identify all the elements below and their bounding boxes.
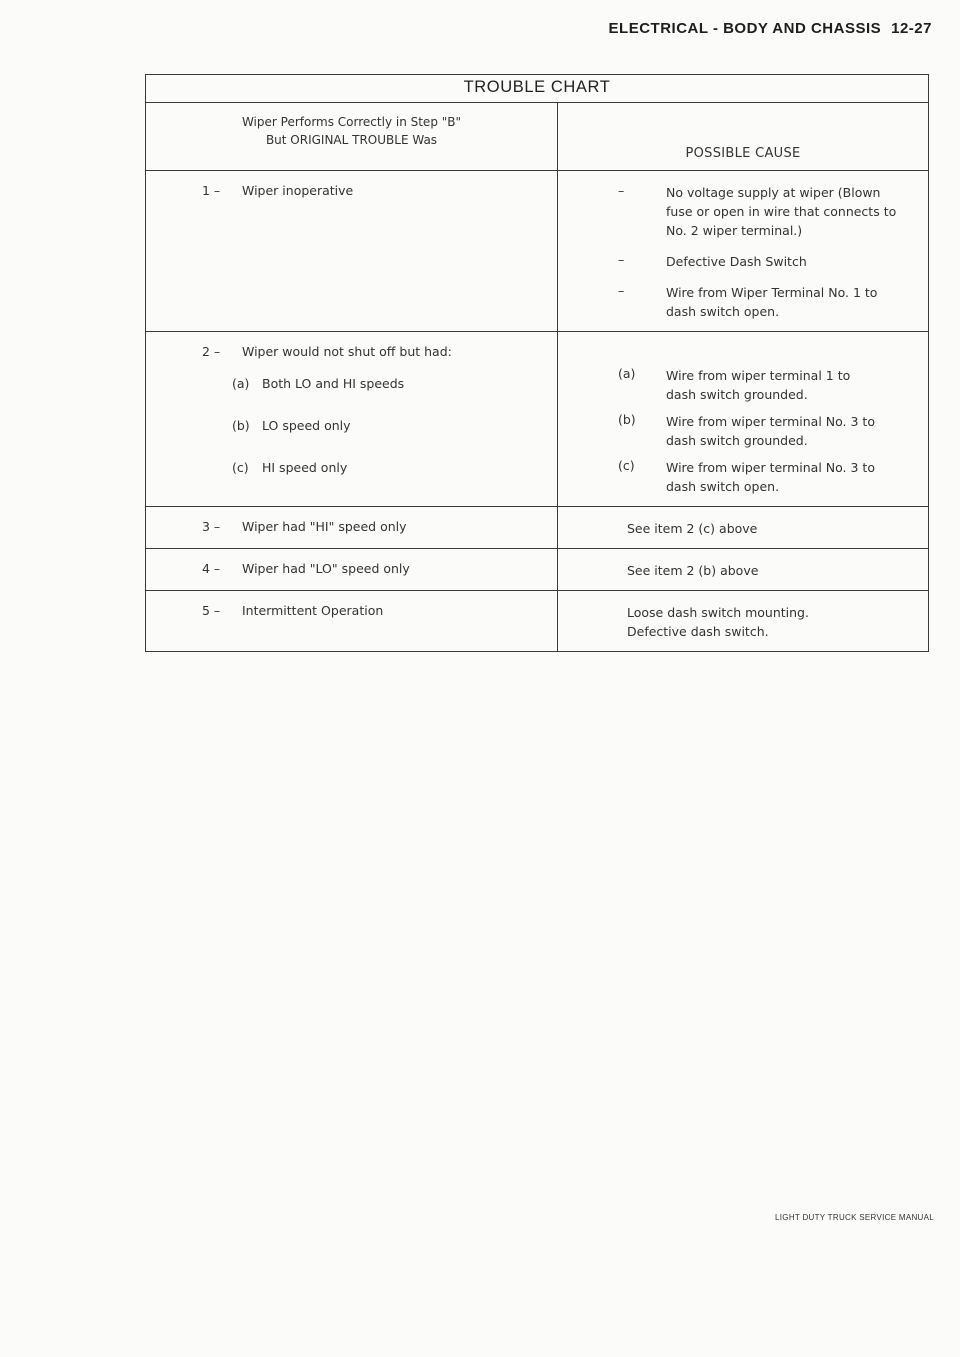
page-number: 12-27	[891, 20, 932, 37]
trouble-cell	[146, 591, 558, 652]
table-row	[146, 171, 929, 332]
trouble-cell	[146, 332, 558, 507]
cause-cell: See item 2 (c) above	[558, 507, 929, 549]
row-number: 2 –	[202, 344, 221, 359]
trouble-text: Wiper would not shut off but had:	[242, 344, 452, 359]
column-header-trouble-line1: Wiper Performs Correctly in Step "B"	[241, 115, 462, 129]
trouble-text: Wiper had "LO" speed only	[242, 561, 410, 576]
cause-marker: –	[618, 183, 625, 198]
cause-cell	[558, 171, 929, 332]
row-number: 3 –	[202, 519, 221, 534]
trouble-text: Intermittent Operation	[242, 603, 384, 618]
cause-text: Wire from wiper terminal 1 to dash switch grounded.	[666, 368, 851, 402]
cause-text: No voltage supply at wiper (Blown fuse or open in wire that connects to No. 2 wiper terminal.)	[666, 185, 897, 238]
page-footer: LIGHT DUTY TRUCK SERVICE MANUAL	[775, 1213, 934, 1222]
row-number: 1 –	[202, 183, 221, 198]
sub-item: (a) Both LO and HI speeds	[232, 376, 405, 391]
cause-text: Defective dash switch.	[627, 624, 769, 639]
cause-text: Wire from wiper terminal No. 3 to dash switch open.	[666, 460, 875, 494]
column-header-cause: POSSIBLE CAUSE	[558, 103, 929, 171]
table-row	[146, 591, 929, 652]
cause-marker: (b)	[618, 412, 636, 427]
cause-marker: –	[618, 283, 625, 298]
trouble-cell	[146, 549, 558, 591]
section-title: ELECTRICAL - BODY AND CHASSIS	[608, 20, 882, 37]
sub-item: (c) HI speed only	[232, 460, 348, 475]
cause-text: Defective Dash Switch	[666, 254, 807, 269]
row-number: 5 –	[202, 603, 221, 618]
cause-marker: (c)	[618, 458, 635, 473]
sub-item: (b) LO speed only	[232, 418, 351, 433]
cause-text: Wire from Wiper Terminal No. 1 to dash switch open.	[666, 285, 878, 319]
column-header-trouble-line2: But ORIGINAL TROUBLE Was	[265, 133, 438, 147]
trouble-cell	[146, 507, 558, 549]
cause-marker: (a)	[618, 366, 636, 381]
table-row	[146, 332, 929, 507]
chart-title: TROUBLE CHART	[146, 75, 929, 103]
cause-text: Loose dash switch mounting.	[627, 605, 809, 620]
cause-cell: See item 2 (b) above	[558, 549, 929, 591]
page-header	[609, 20, 932, 37]
row-number: 4 –	[202, 561, 221, 576]
cause-marker: –	[618, 252, 625, 267]
table-row	[146, 507, 929, 549]
cause-text: Wire from wiper terminal No. 3 to dash switch grounded.	[666, 414, 875, 448]
trouble-text: Wiper inoperative	[242, 183, 354, 198]
trouble-text: Wiper had "HI" speed only	[242, 519, 407, 534]
table-row	[146, 549, 929, 591]
trouble-chart	[145, 74, 929, 652]
trouble-cell	[146, 171, 558, 332]
cause-cell	[558, 332, 929, 507]
cause-cell	[558, 591, 929, 652]
column-header-trouble	[146, 103, 558, 171]
